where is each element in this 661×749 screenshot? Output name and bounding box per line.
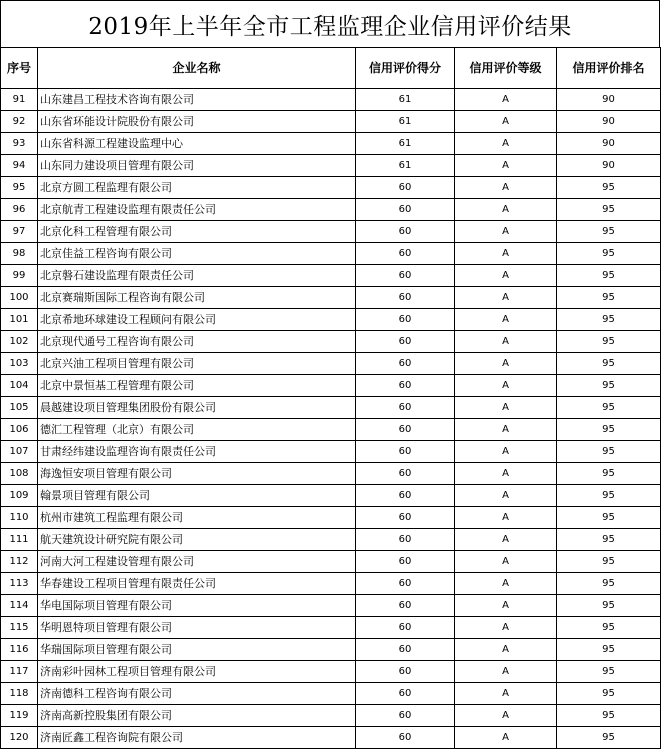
cell-credit-rank[interactable]: 95 <box>557 529 661 551</box>
cell-credit-grade[interactable]: A <box>455 243 557 265</box>
cell-company-name[interactable]: 北京航青工程建设监理有限责任公司 <box>38 199 356 221</box>
table-row <box>1 353 661 375</box>
cell-serial[interactable]: 100 <box>1 287 38 309</box>
cell-credit-grade[interactable]: A <box>455 705 557 727</box>
cell-serial[interactable]: 103 <box>1 353 38 375</box>
cell-credit-score[interactable]: 60 <box>356 221 455 243</box>
table-row <box>1 133 661 155</box>
cell-credit-score[interactable]: 60 <box>356 485 455 507</box>
cell-company-name[interactable]: 德汇工程管理（北京）有限公司 <box>38 419 356 441</box>
cell-credit-score[interactable]: 61 <box>356 89 455 111</box>
cell-credit-score[interactable]: 60 <box>356 265 455 287</box>
table-row <box>1 705 661 727</box>
cell-credit-rank[interactable]: 95 <box>557 551 661 573</box>
cell-credit-grade[interactable]: A <box>455 485 557 507</box>
cell-credit-score[interactable]: 60 <box>356 353 455 375</box>
cell-credit-grade[interactable]: A <box>455 375 557 397</box>
cell-credit-score[interactable]: 60 <box>356 199 455 221</box>
cell-credit-grade[interactable]: A <box>455 287 557 309</box>
table-row <box>1 573 661 595</box>
cell-credit-grade[interactable]: A <box>455 221 557 243</box>
cell-credit-rank[interactable]: 95 <box>557 595 661 617</box>
table-row <box>1 639 661 661</box>
cell-credit-rank[interactable]: 95 <box>557 463 661 485</box>
cell-company-name[interactable]: 河南大河工程建设管理有限公司 <box>38 551 356 573</box>
cell-credit-score[interactable]: 60 <box>356 243 455 265</box>
cell-credit-grade[interactable]: A <box>455 419 557 441</box>
cell-credit-rank[interactable]: 95 <box>557 683 661 705</box>
cell-credit-grade[interactable]: A <box>455 661 557 683</box>
cell-serial[interactable]: 99 <box>1 265 38 287</box>
table-row <box>1 419 661 441</box>
cell-credit-grade[interactable]: A <box>455 595 557 617</box>
cell-credit-rank[interactable]: 95 <box>557 507 661 529</box>
cell-company-name[interactable]: 山东省环能设计院股份有限公司 <box>38 111 356 133</box>
cell-credit-rank[interactable]: 95 <box>557 727 661 749</box>
cell-company-name[interactable]: 华电国际项目管理有限公司 <box>38 595 356 617</box>
cell-serial[interactable]: 119 <box>1 705 38 727</box>
cell-credit-score[interactable]: 60 <box>356 683 455 705</box>
cell-credit-grade[interactable]: A <box>455 155 557 177</box>
cell-serial[interactable]: 106 <box>1 419 38 441</box>
cell-company-name[interactable]: 济南德科工程咨询有限公司 <box>38 683 356 705</box>
table-row <box>1 177 661 199</box>
cell-credit-rank[interactable]: 95 <box>557 441 661 463</box>
cell-company-name[interactable]: 北京中景恒基工程管理有限公司 <box>38 375 356 397</box>
cell-serial[interactable]: 108 <box>1 463 38 485</box>
cell-company-name[interactable]: 甘肃经纬建设监理咨询有限责任公司 <box>38 441 356 463</box>
table-row <box>1 463 661 485</box>
cell-company-name[interactable]: 航天建筑设计研究院有限公司 <box>38 529 356 551</box>
table-row <box>1 507 661 529</box>
table-row <box>1 265 661 287</box>
cell-credit-rank[interactable]: 95 <box>557 639 661 661</box>
cell-credit-score[interactable]: 60 <box>356 529 455 551</box>
cell-credit-grade[interactable]: A <box>455 639 557 661</box>
cell-company-name[interactable]: 济南匠鑫工程咨询院有限公司 <box>38 727 356 749</box>
header-serial: 序号 <box>1 48 38 89</box>
cell-credit-grade[interactable]: A <box>455 89 557 111</box>
cell-serial[interactable]: 98 <box>1 243 38 265</box>
header-credit-grade: 信用评价等级 <box>455 48 557 89</box>
cell-credit-rank[interactable]: 95 <box>557 573 661 595</box>
cell-credit-rank[interactable]: 90 <box>557 111 661 133</box>
cell-company-name[interactable]: 北京兴油工程项目管理有限公司 <box>38 353 356 375</box>
cell-company-name[interactable]: 海逸恒安项目管理有限公司 <box>38 463 356 485</box>
cell-credit-rank[interactable]: 95 <box>557 177 661 199</box>
cell-company-name[interactable]: 晨越建设项目管理集团股份有限公司 <box>38 397 356 419</box>
cell-credit-rank[interactable]: 95 <box>557 309 661 331</box>
cell-credit-grade[interactable]: A <box>455 727 557 749</box>
cell-company-name[interactable]: 济南彩叶园林工程项目管理有限公司 <box>38 661 356 683</box>
cell-credit-grade[interactable]: A <box>455 507 557 529</box>
cell-serial[interactable]: 92 <box>1 111 38 133</box>
cell-credit-grade[interactable]: A <box>455 265 557 287</box>
cell-credit-rank[interactable]: 95 <box>557 331 661 353</box>
cell-company-name[interactable]: 华瑞国际项目管理有限公司 <box>38 639 356 661</box>
cell-credit-score[interactable]: 61 <box>356 155 455 177</box>
cell-credit-rank[interactable]: 95 <box>557 375 661 397</box>
cell-company-name[interactable]: 翰景项目管理有限公司 <box>38 485 356 507</box>
cell-credit-rank[interactable]: 95 <box>557 485 661 507</box>
table-row <box>1 375 661 397</box>
table-row <box>1 595 661 617</box>
cell-credit-grade[interactable]: A <box>455 463 557 485</box>
cell-credit-grade[interactable]: A <box>455 353 557 375</box>
results-table <box>0 47 661 749</box>
cell-credit-score[interactable]: 60 <box>356 705 455 727</box>
cell-serial[interactable]: 93 <box>1 133 38 155</box>
cell-credit-score[interactable]: 60 <box>356 419 455 441</box>
table-row <box>1 287 661 309</box>
cell-credit-score[interactable]: 60 <box>356 309 455 331</box>
table-row <box>1 243 661 265</box>
header-credit-score: 信用评价得分 <box>356 48 455 89</box>
table-row <box>1 199 661 221</box>
cell-company-name[interactable]: 北京佳益工程咨询有限公司 <box>38 243 356 265</box>
cell-company-name[interactable]: 北京方圆工程监理有限公司 <box>38 177 356 199</box>
cell-credit-rank[interactable]: 95 <box>557 199 661 221</box>
cell-serial[interactable]: 109 <box>1 485 38 507</box>
cell-serial[interactable]: 113 <box>1 573 38 595</box>
table-row <box>1 683 661 705</box>
cell-serial[interactable]: 97 <box>1 221 38 243</box>
cell-serial[interactable]: 107 <box>1 441 38 463</box>
cell-credit-score[interactable]: 61 <box>356 133 455 155</box>
cell-company-name[interactable]: 北京赛瑞斯国际工程咨询有限公司 <box>38 287 356 309</box>
cell-credit-score[interactable]: 60 <box>356 551 455 573</box>
cell-credit-grade[interactable]: A <box>455 441 557 463</box>
cell-credit-grade[interactable]: A <box>455 573 557 595</box>
cell-credit-score[interactable]: 60 <box>356 595 455 617</box>
cell-company-name[interactable]: 北京化科工程管理有限公司 <box>38 221 356 243</box>
cell-serial[interactable]: 91 <box>1 89 38 111</box>
cell-credit-rank[interactable]: 95 <box>557 705 661 727</box>
cell-credit-grade[interactable]: A <box>455 309 557 331</box>
cell-credit-grade[interactable]: A <box>455 617 557 639</box>
cell-serial[interactable]: 118 <box>1 683 38 705</box>
table-row <box>1 661 661 683</box>
cell-credit-grade[interactable]: A <box>455 529 557 551</box>
cell-credit-rank[interactable]: 95 <box>557 397 661 419</box>
cell-credit-score[interactable]: 60 <box>356 661 455 683</box>
cell-serial[interactable]: 104 <box>1 375 38 397</box>
table-row <box>1 551 661 573</box>
cell-credit-grade[interactable]: A <box>455 397 557 419</box>
cell-company-name[interactable]: 济南高新控股集团有限公司 <box>38 705 356 727</box>
cell-serial[interactable]: 112 <box>1 551 38 573</box>
cell-company-name[interactable]: 华明恩特项目管理有限公司 <box>38 617 356 639</box>
table-row <box>1 529 661 551</box>
cell-credit-score[interactable]: 60 <box>356 573 455 595</box>
table-row <box>1 89 661 111</box>
cell-credit-rank[interactable]: 90 <box>557 133 661 155</box>
cell-serial[interactable]: 96 <box>1 199 38 221</box>
cell-credit-rank[interactable]: 95 <box>557 419 661 441</box>
cell-credit-grade[interactable]: A <box>455 683 557 705</box>
table-row <box>1 111 661 133</box>
cell-credit-score[interactable]: 60 <box>356 507 455 529</box>
cell-credit-score[interactable]: 60 <box>356 287 455 309</box>
cell-serial[interactable]: 101 <box>1 309 38 331</box>
cell-serial[interactable]: 94 <box>1 155 38 177</box>
cell-credit-rank[interactable]: 95 <box>557 265 661 287</box>
cell-credit-score[interactable]: 60 <box>356 397 455 419</box>
cell-serial[interactable]: 111 <box>1 529 38 551</box>
table-row <box>1 309 661 331</box>
cell-credit-score[interactable]: 60 <box>356 375 455 397</box>
cell-serial[interactable]: 120 <box>1 727 38 749</box>
header-company-name: 企业名称 <box>38 48 356 89</box>
cell-company-name[interactable]: 山东省科源工程建设监理中心 <box>38 133 356 155</box>
cell-serial[interactable]: 95 <box>1 177 38 199</box>
cell-credit-score[interactable]: 60 <box>356 177 455 199</box>
header-credit-rank: 信用评价排名 <box>557 48 661 89</box>
cell-credit-score[interactable]: 60 <box>356 441 455 463</box>
cell-credit-grade[interactable]: A <box>455 551 557 573</box>
cell-credit-grade[interactable]: A <box>455 199 557 221</box>
table-row <box>1 617 661 639</box>
cell-company-name[interactable]: 北京现代通号工程咨询有限公司 <box>38 331 356 353</box>
cell-serial[interactable]: 114 <box>1 595 38 617</box>
cell-credit-grade[interactable]: A <box>455 133 557 155</box>
cell-company-name[interactable]: 山东建昌工程技术咨询有限公司 <box>38 89 356 111</box>
table-row <box>1 727 661 749</box>
cell-credit-rank[interactable]: 90 <box>557 89 661 111</box>
cell-credit-score[interactable]: 60 <box>356 727 455 749</box>
cell-credit-grade[interactable]: A <box>455 331 557 353</box>
cell-serial[interactable]: 105 <box>1 397 38 419</box>
cell-credit-score[interactable]: 60 <box>356 639 455 661</box>
cell-credit-rank[interactable]: 95 <box>557 243 661 265</box>
cell-credit-rank[interactable]: 95 <box>557 287 661 309</box>
table-row <box>1 221 661 243</box>
cell-credit-rank[interactable]: 95 <box>557 661 661 683</box>
cell-serial[interactable]: 115 <box>1 617 38 639</box>
cell-company-name[interactable]: 山东同力建设项目管理有限公司 <box>38 155 356 177</box>
cell-credit-rank[interactable]: 90 <box>557 155 661 177</box>
cell-credit-grade[interactable]: A <box>455 111 557 133</box>
cell-credit-score[interactable]: 60 <box>356 331 455 353</box>
cell-company-name[interactable]: 北京磐石建设监理有限责任公司 <box>38 265 356 287</box>
cell-serial[interactable]: 117 <box>1 661 38 683</box>
table-row <box>1 485 661 507</box>
cell-serial[interactable]: 110 <box>1 507 38 529</box>
cell-company-name[interactable]: 北京希地环球建设工程顾问有限公司 <box>38 309 356 331</box>
table-row <box>1 155 661 177</box>
table-row <box>1 441 661 463</box>
cell-credit-grade[interactable]: A <box>455 177 557 199</box>
cell-credit-rank[interactable]: 95 <box>557 617 661 639</box>
cell-credit-score[interactable]: 60 <box>356 463 455 485</box>
cell-serial[interactable]: 116 <box>1 639 38 661</box>
cell-credit-score[interactable]: 60 <box>356 617 455 639</box>
cell-company-name[interactable]: 华春建设工程项目管理有限责任公司 <box>38 573 356 595</box>
cell-credit-rank[interactable]: 95 <box>557 221 661 243</box>
table-row <box>1 331 661 353</box>
header-row <box>1 48 661 89</box>
cell-serial[interactable]: 102 <box>1 331 38 353</box>
sheet-title: 2019年上半年全市工程监理企业信用评价结果 <box>0 0 660 48</box>
cell-company-name[interactable]: 杭州市建筑工程监理有限公司 <box>38 507 356 529</box>
cell-credit-score[interactable]: 61 <box>356 111 455 133</box>
cell-credit-rank[interactable]: 95 <box>557 353 661 375</box>
table-row <box>1 397 661 419</box>
